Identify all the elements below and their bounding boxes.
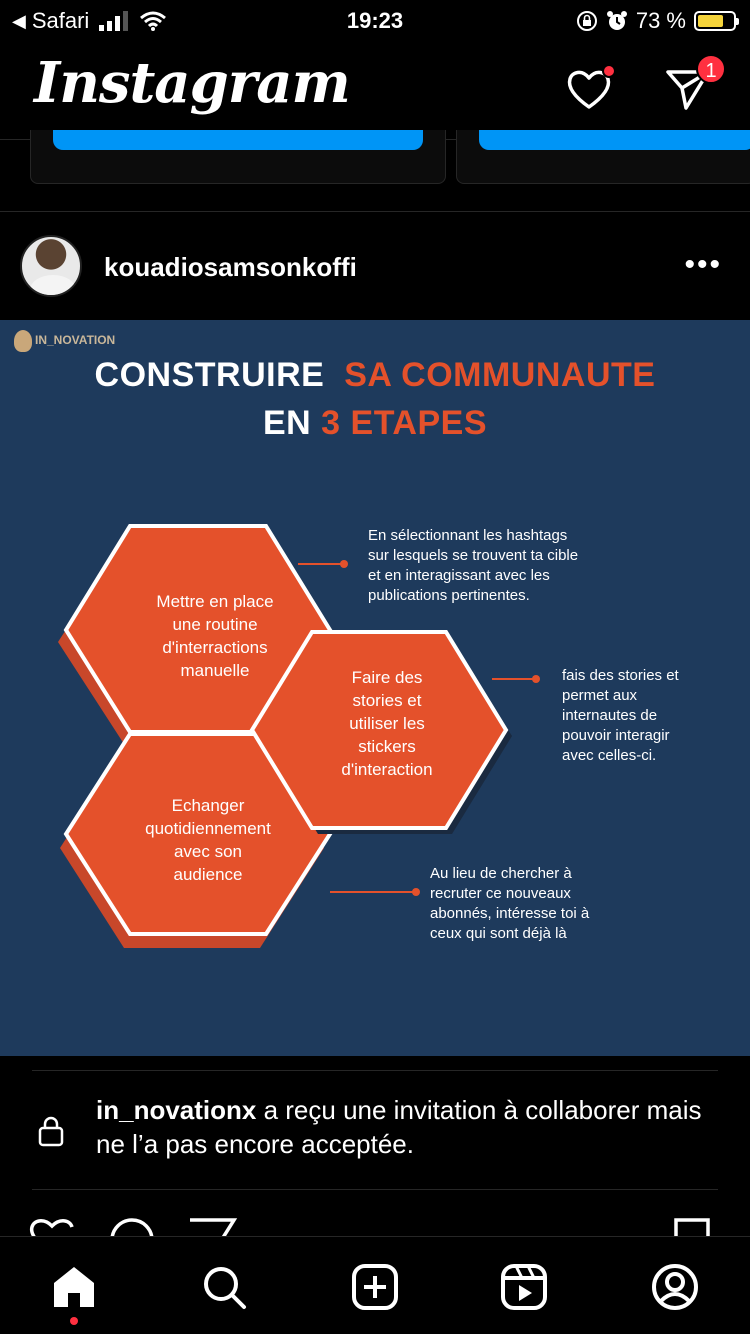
save-icon: [676, 1220, 708, 1236]
messages-badge: 1: [696, 54, 726, 84]
step-1-description: En sélectionnant les hashtags sur lesquels se trouvent ta cible et en interagissant avec les publications pertinentes.: [368, 527, 579, 604]
avatar[interactable]: [20, 235, 82, 297]
collab-notice: [32, 1070, 718, 1190]
battery-percent: 73 %: [635, 8, 686, 33]
tab-profile[interactable]: [651, 1263, 699, 1311]
reels-icon: [500, 1263, 548, 1311]
collab-notice-text: in_novationx a reçu une invitation à collaborer mais ne l’a pas encore acceptée.: [96, 1095, 702, 1159]
orientation-lock-icon: [576, 10, 598, 32]
follow-button[interactable]: [479, 130, 750, 150]
connector-dot-3: [412, 888, 420, 896]
share-icon: [190, 1220, 234, 1236]
hex-step-3-text: Echanger quotidiennement avec son audience: [145, 796, 271, 884]
tab-home[interactable]: [50, 1263, 98, 1311]
status-bar: [0, 0, 750, 42]
back-arrow-icon: ◀: [12, 10, 26, 31]
connector-dot-1: [340, 560, 348, 568]
post-image[interactable]: [0, 320, 750, 1056]
tab-search[interactable]: [200, 1263, 248, 1311]
profile-icon: [651, 1263, 699, 1311]
follow-button[interactable]: [53, 130, 423, 150]
suggestion-card[interactable]: [456, 130, 750, 184]
post-header: [0, 212, 750, 320]
connector-dot-2: [532, 675, 540, 683]
notification-dot: [602, 64, 616, 78]
tab-reels[interactable]: [500, 1263, 548, 1311]
collab-account[interactable]: in_novationx: [96, 1095, 257, 1125]
post-actions: [0, 1212, 750, 1236]
search-icon: [200, 1263, 248, 1311]
create-icon: [351, 1263, 399, 1311]
alarm-icon: [606, 10, 628, 32]
clock: 19:23: [346, 8, 404, 33]
hex-step-2-text: Faire des stories et utiliser les stickers d'interaction: [341, 668, 433, 779]
more-options-icon[interactable]: •••: [684, 248, 722, 281]
back-app-label: Safari: [31, 8, 90, 33]
post-title-line1: CONSTRUIRE SA COMMUNAUTE: [94, 356, 656, 394]
home-icon: [50, 1263, 98, 1311]
suggestion-card[interactable]: [30, 130, 446, 184]
step-2-description: fais des stories et permet aux internautes de pouvoir interagir avec celles-ci.: [562, 667, 679, 764]
post-title-line2: EN 3 ETAPES: [262, 404, 488, 442]
direct-messages-button[interactable]: [664, 60, 717, 114]
step-3-description: Au lieu de chercher à recruter ce nouveaux abonnés, intéresse toi à ceux qui sont déjà là: [430, 865, 590, 942]
brand-logo: IN_NOVATION: [14, 330, 115, 352]
comment-icon: [112, 1220, 152, 1236]
lock-icon: [38, 1115, 64, 1147]
hex-step-1-text: Mettre en place une routine d'interractions manuelle: [156, 592, 274, 680]
suggestions-carousel: [0, 140, 750, 212]
bottom-tab-bar: [0, 1236, 750, 1334]
tab-create[interactable]: [351, 1263, 399, 1311]
home-active-dot: [70, 1317, 78, 1325]
post-username[interactable]: kouadiosamsonkoffi: [104, 252, 357, 282]
battery-icon: [694, 11, 736, 31]
like-icon: [32, 1221, 72, 1236]
app-header: [0, 42, 750, 140]
instagram-logo[interactable]: Instagram: [34, 50, 350, 116]
notifications-button[interactable]: [564, 64, 614, 114]
